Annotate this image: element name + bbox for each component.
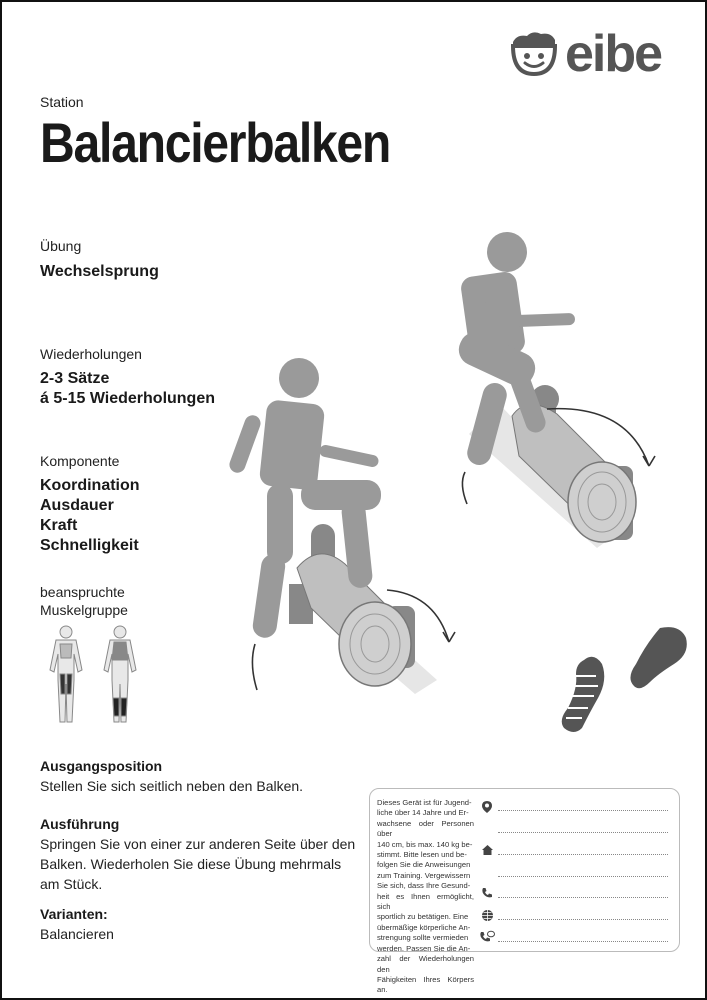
- ausfuehrung-line: Springen Sie von einer zur anderen Seite über den: [40, 836, 356, 852]
- safety-info-line: heit es Ihnen ermöglicht, sich: [377, 891, 474, 912]
- contact-line: [498, 832, 668, 833]
- arrow-front-left: [252, 644, 257, 690]
- safety-info-line: Dieses Gerät ist für Jugend-: [377, 798, 472, 807]
- wiederholungen-label: Wiederholungen: [40, 346, 142, 362]
- varianten-heading: Varianten:: [40, 906, 108, 922]
- globe-icon: [481, 909, 494, 922]
- ausfuehrung-text: [40, 834, 355, 894]
- komponente-item: Ausdauer: [40, 497, 114, 514]
- ausgangsposition-heading: Ausgangsposition: [40, 758, 163, 774]
- ausfuehrung-line: Balken. Wiederholen Sie diese Übung mehrmals: [40, 856, 342, 872]
- safety-info-line: Fähigkeiten Ihres Körpers an.: [377, 974, 474, 995]
- location-pin-icon: [481, 800, 493, 814]
- contact-lines: [498, 789, 668, 951]
- muskelgruppe-label-line: beanspruchte: [40, 584, 125, 600]
- footprints-icon: [554, 624, 694, 736]
- arrow-head-icon: [443, 632, 455, 642]
- komponente-item: Schnelligkeit: [40, 537, 139, 554]
- phone-icon: [481, 887, 493, 899]
- muskelgruppe-label-line: Muskelgruppe: [40, 602, 128, 618]
- muscle-figure-front: [50, 626, 82, 722]
- muscle-figure-back: [104, 626, 136, 722]
- safety-info-line: werden. Passen Sie die An-: [377, 943, 471, 953]
- komponente-item: Kraft: [40, 517, 78, 534]
- safety-info-text: [377, 798, 474, 996]
- safety-info-line: wachsene oder Personen über: [377, 818, 474, 839]
- uebung-value: Wechselsprung: [40, 263, 159, 280]
- contact-line: [498, 854, 668, 855]
- wiederholungen-line: 2-3 Sätze: [40, 370, 110, 387]
- safety-info-line: liche über 14 Jahre und Er-: [377, 808, 469, 818]
- station-label: Station: [40, 94, 84, 110]
- safety-info-line: zahl der Wiederholungen den: [377, 954, 474, 974]
- komponente-label: Komponente: [40, 453, 120, 469]
- arrow-head-icon: [643, 456, 655, 466]
- safety-info-line: Sie sich, dass Ihre Gesund-: [377, 881, 471, 891]
- safety-info-line: strengung sollte vermieden: [377, 933, 469, 943]
- muscle-diagram-icon: [38, 624, 148, 724]
- safety-info-line: sportlich zu betätigen. Eine: [377, 912, 469, 922]
- muskelgruppe-label: [40, 583, 128, 619]
- phone-chat-icon: [480, 930, 495, 943]
- shoe-print-icon: [562, 657, 605, 732]
- safety-info-box: [369, 788, 680, 995]
- wiederholungen-line: á 5-15 Wiederholungen: [40, 390, 215, 407]
- ausgangsposition-text: Stellen Sie sich seitlich neben den Balken.: [40, 778, 304, 794]
- uebung-label: Übung: [40, 238, 82, 254]
- page-title: Balancierbalken: [40, 111, 391, 174]
- ausfuehrung-heading: Ausführung: [40, 816, 120, 832]
- smiley-face-icon: [507, 28, 563, 80]
- wiederholungen-value: [40, 369, 215, 409]
- contact-line: [498, 876, 668, 877]
- safety-info-line: 140 cm, bis max. 140 kg be-: [377, 839, 473, 849]
- contact-line: [498, 919, 668, 920]
- contact-line: [498, 897, 668, 898]
- safety-info-line: folgen Sie die Anweisungen: [377, 860, 471, 870]
- komponente-item: Koordination: [40, 477, 140, 494]
- ausfuehrung-line: am Stück.: [40, 876, 103, 892]
- safety-info-line: stimmt. Bitte lesen und be-: [377, 850, 467, 860]
- komponente-value: [40, 476, 140, 556]
- eibe-logo: [507, 24, 682, 84]
- safety-info-line: übermäßige körperliche An-: [377, 922, 471, 932]
- home-icon: [481, 844, 494, 856]
- contact-line: [498, 810, 668, 811]
- varianten-text: Balancieren: [40, 926, 114, 942]
- brand-name: eibe: [565, 25, 662, 83]
- foot-print-icon: [630, 627, 686, 688]
- arrow-back-left: [462, 472, 467, 504]
- contact-line: [498, 941, 668, 942]
- safety-info-line: zum Training. Vergewissern: [377, 870, 471, 880]
